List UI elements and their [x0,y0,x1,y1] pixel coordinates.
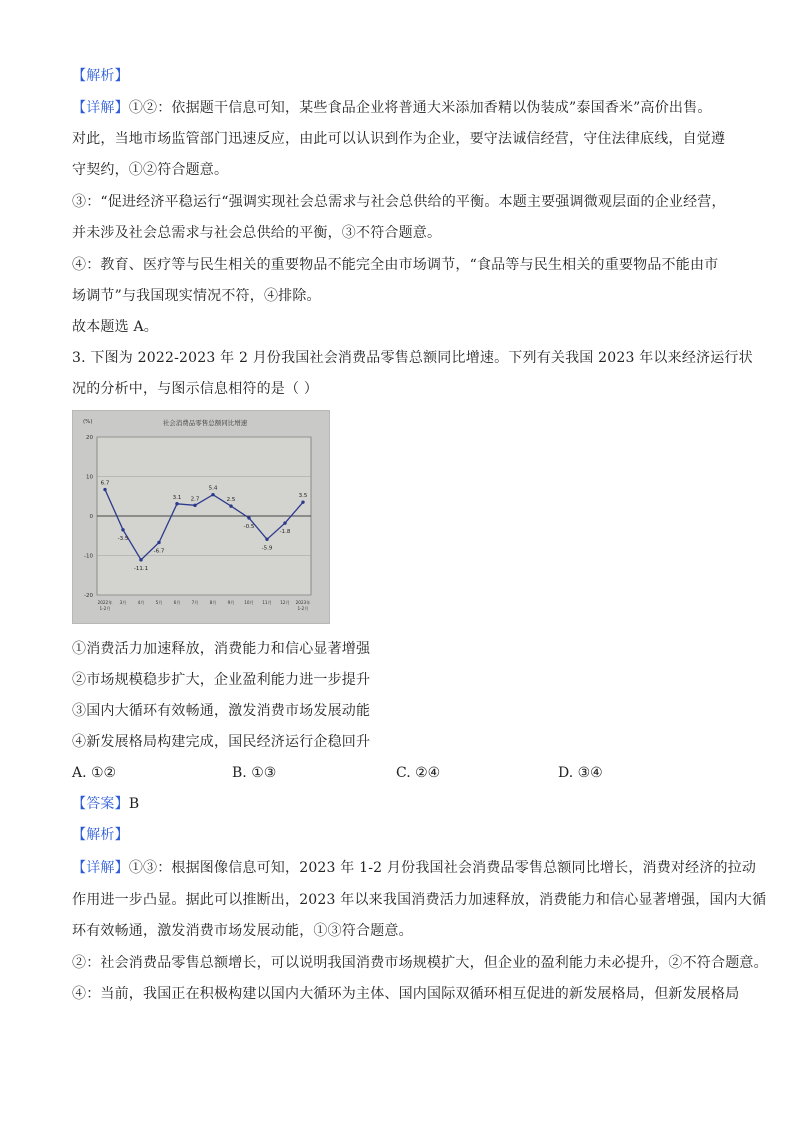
answer-tag: 【答案】 [72,796,129,812]
paragraph-line: 对此，当地市场监管部门迅速反应，由此可以认识到作为企业，要守法诚信经营，守住法律底线，自觉遵 [72,131,726,147]
analysis-tag: 【解析】 [72,68,129,84]
paragraph-line: ④：教育、医疗等与民生相关的重要物品不能完全由市场调节，“食品等与民生相关的重要物品不能由市 [72,257,719,273]
data-point [193,504,196,507]
x-tick-label: 12月 [280,600,290,605]
x-tick-label: 8月 [209,600,217,605]
analysis-tag: 【解析】 [72,827,129,843]
detail-text: ①③：根据图像信息可知，2023 年 1-2 月份我国社会消费品零售总额同比增长，消费对经济的拉动 [128,860,757,876]
detail-text: ①②：依据题干信息可知，某些食品企业将普通大米添加香精以伪装成”泰国香米”高价出售。 [128,100,712,116]
paragraph-line: 环有效畅通，激发消费市场发展动能，①③符合题意。 [72,923,413,939]
analysis-heading [72,66,732,86]
y-tick-label: -10 [84,553,93,560]
y-tick-label: 10 [86,474,93,481]
x-tick-label: 10月 [244,600,254,605]
data-label: -0.5 [243,523,255,530]
y-tick-label: 20 [86,435,93,441]
x-tick-label: 2023年 [295,600,311,605]
data-point [139,558,142,561]
paragraph-line: 作用进一步凸显。据此可以推断出，2023 年以来我国消费活力加速释放，消费能力和信心显著增强，国内大循 [72,892,767,908]
data-point [265,538,268,541]
data-label: 5.4 [208,485,218,492]
paragraph-line: ③：“促进经济平稳运行“强调实现社会总需求与社会总供给的平衡。本题主要强调微观层面的企业经营， [72,194,726,210]
data-label: 2.7 [190,496,200,503]
y-axis-unit: (%) [83,419,93,425]
data-point [283,521,286,524]
paragraph-line: 守契约，①②符合题意。 [72,162,229,178]
answer-line [72,794,732,814]
data-point [157,541,160,544]
x-tick-label: 1-2月 [99,606,111,611]
paragraph-line: ④：当前，我国正在积极构建以国内大循环为主体、国内国际双循环相互促进的新发展格局，但新发展格局 [72,986,740,1002]
chart-title: 社会消费品零售总额同比增速 [162,419,248,427]
chart-svg [73,411,329,623]
x-tick-label: 7月 [191,600,199,605]
detail-paragraph-line [72,858,757,878]
data-label: 3.1 [172,494,182,501]
choice-a: A. ①② [72,765,117,781]
data-label: -11.1 [133,565,149,572]
detail-tag: 【详解】 [72,860,129,876]
paragraph-line: 场调节”与我国现实情况不符，④排除。 [72,288,321,304]
data-point [211,493,214,496]
x-tick-label: 9月 [227,600,235,605]
statement-option: ①消费活力加速释放，消费能力和信心显著增强 [72,641,371,657]
data-point [229,504,232,507]
question-stem: 3. 下图为 2022-2023 年 2 月份我国社会消费品零售总额同比增速。下列有关我国 2023 年以来经济运行状 [72,350,753,366]
x-tick-label: 3月 [119,600,127,605]
statement-option: ③国内大循环有效畅通，激发消费市场发展动能 [72,703,371,719]
y-tick-label: -20 [84,593,93,599]
x-tick-label: 2022年 [97,600,113,605]
data-point [247,516,250,519]
data-label: 6.7 [100,480,110,487]
data-label: -6.7 [153,548,165,555]
statement-option: ②市场规模稳步扩大，企业盈利能力进一步提升 [72,672,371,688]
choice-d: D. ③④ [558,765,603,781]
data-label: 3.5 [298,493,308,500]
y-tick-label: 0 [89,514,93,520]
data-label: -3.5 [117,535,129,542]
choice-b: B. ①③ [232,765,277,781]
paragraph-line: ②：社会消费品零售总额增长，可以说明我国消费市场规模扩大，但企业的盈利能力未必提升，②不符合题意。 [72,955,768,971]
detail-paragraph-line [72,98,732,118]
paragraph-line: 并未涉及社会总需求与社会总供给的平衡，③不符合题意。 [72,225,442,241]
analysis-heading [72,825,732,845]
data-point [121,528,124,531]
x-tick-label: 5月 [155,600,163,605]
data-label: -5.9 [261,545,273,552]
x-tick-label: 6月 [173,600,181,605]
detail-tag: 【详解】 [72,100,129,116]
conclusion-line: 故本题选 A。 [72,319,158,335]
x-tick-label: 1-2月 [297,606,309,611]
answer-value: B [128,796,140,812]
data-point [103,488,106,491]
statement-option: ④新发展格局构建完成，国民经济运行企稳回升 [72,734,371,750]
data-label: -1.8 [279,529,291,536]
line-chart [72,410,330,624]
data-point [175,502,178,505]
question-stem: 况的分析中，与图示信息相符的是（ ） [72,381,319,397]
x-tick-label: 11月 [262,600,272,605]
x-tick-label: 4月 [137,600,145,605]
data-point [301,500,304,503]
data-label: 2.5 [226,497,236,504]
choice-c: C. ②④ [396,765,441,781]
